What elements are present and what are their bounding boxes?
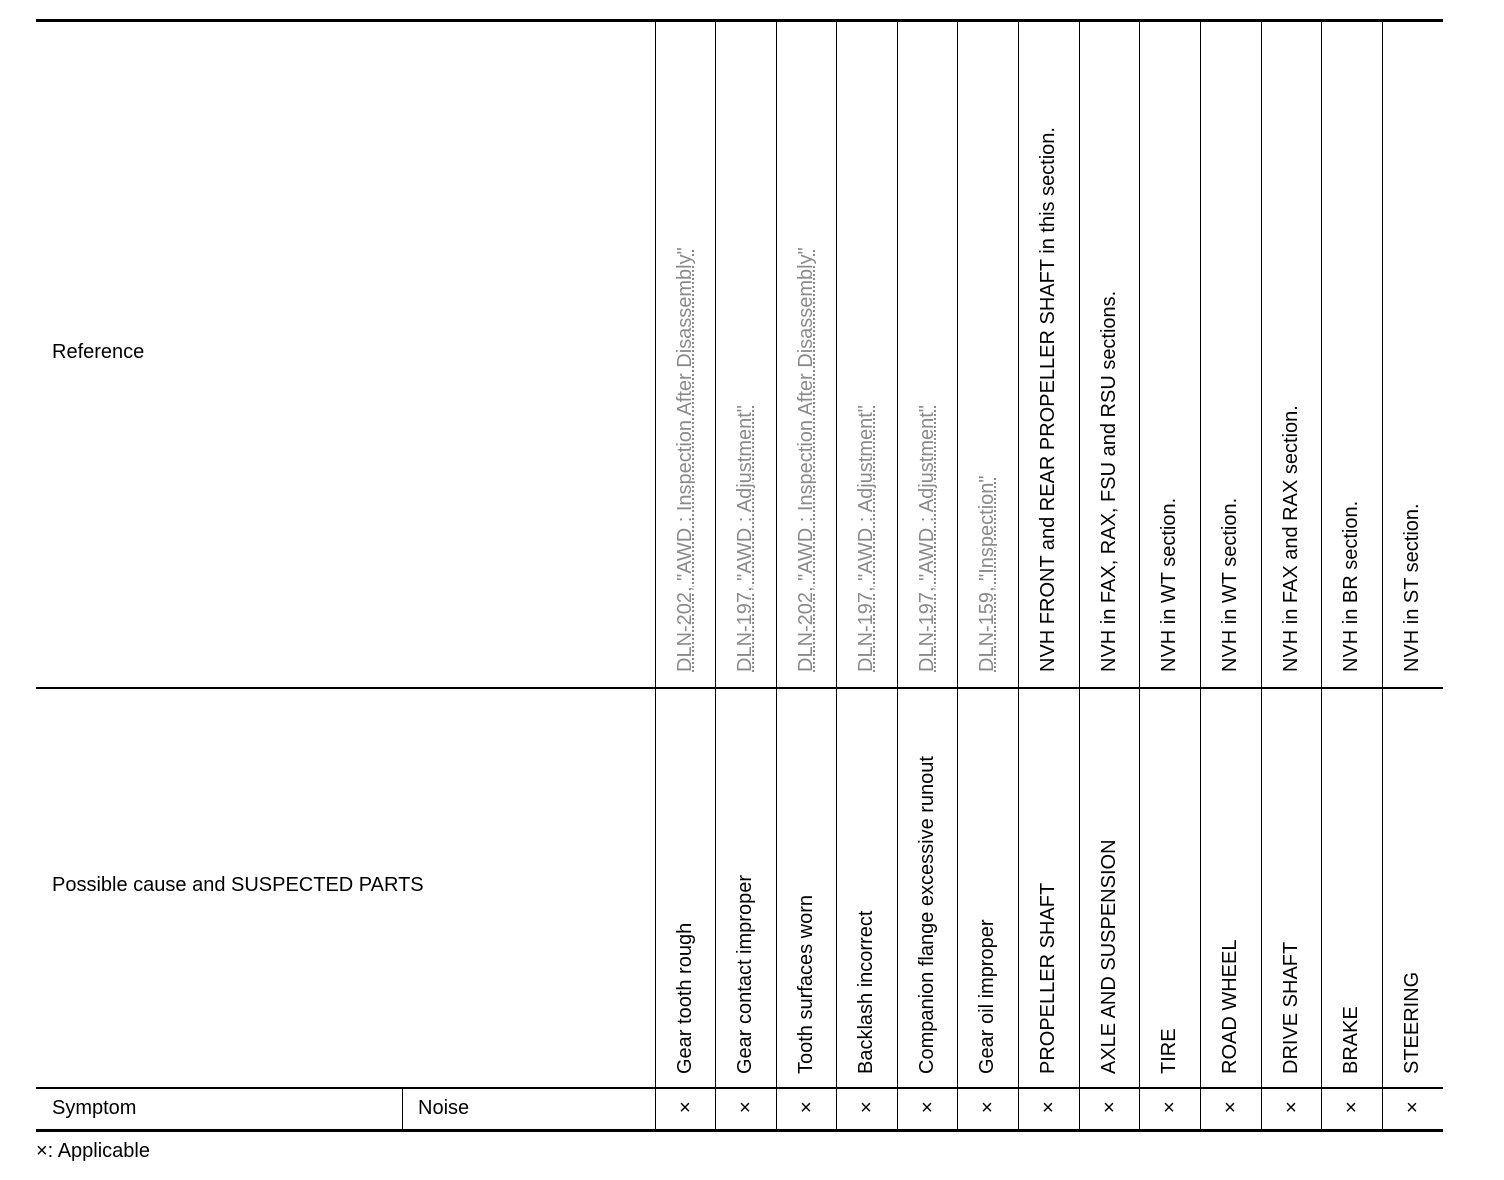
applicable-mark: × <box>739 1097 751 1119</box>
table-bottom-border <box>36 1129 1443 1132</box>
cause-cell: Companion flange excessive runout <box>916 756 938 1074</box>
column-divider <box>715 19 716 1130</box>
applicable-mark: × <box>1224 1097 1236 1119</box>
reference-cell: NVH in BR section. <box>1340 500 1362 672</box>
column-divider <box>402 1087 403 1130</box>
applicable-mark: × <box>679 1097 691 1119</box>
cause-cell: Tooth surfaces worn <box>795 895 817 1074</box>
symptom-value: Noise <box>418 1097 470 1119</box>
applicable-mark: × <box>1345 1097 1357 1119</box>
column-divider <box>1139 19 1140 1130</box>
reference-link[interactable]: DLN-202, "AWD : Inspection After Disassembly" <box>795 247 817 672</box>
applicable-mark: × <box>800 1097 812 1119</box>
column-divider <box>1382 19 1383 1130</box>
cause-cell: Gear oil improper <box>976 919 998 1074</box>
reference-link[interactable]: DLN-197, "AWD : Adjustment" <box>734 405 756 672</box>
reference-cell: NVH in WT section. <box>1219 497 1241 672</box>
cause-cell: BRAKE <box>1340 1006 1362 1074</box>
reference-cell: NVH in FAX and RAX section. <box>1280 405 1302 672</box>
cause-cell: Gear contact improper <box>734 875 756 1074</box>
cause-header: Possible cause and SUSPECTED PARTS <box>52 874 424 896</box>
cause-cell: AXLE AND SUSPENSION <box>1098 839 1120 1074</box>
applicable-mark: × <box>981 1097 993 1119</box>
row-divider <box>36 1087 1443 1089</box>
applicable-mark: × <box>1163 1097 1175 1119</box>
column-divider <box>1079 19 1080 1130</box>
reference-cell: NVH FRONT and REAR PROPELLER SHAFT in this section. <box>1037 127 1059 672</box>
column-divider <box>1321 19 1322 1130</box>
column-divider <box>1200 19 1201 1130</box>
cause-cell: Gear tooth rough <box>674 922 696 1074</box>
column-divider <box>655 19 656 1130</box>
cause-cell: DRIVE SHAFT <box>1280 941 1302 1074</box>
reference-link[interactable]: DLN-197, "AWD : Adjustment" <box>916 405 938 672</box>
cause-cell: Backlash incorrect <box>855 910 877 1074</box>
column-divider <box>1018 19 1019 1130</box>
applicable-mark: × <box>1406 1097 1418 1119</box>
applicable-mark: × <box>1042 1097 1054 1119</box>
legend: ×: Applicable <box>36 1140 150 1162</box>
reference-link[interactable]: DLN-202, "AWD : Inspection After Disassembly" <box>674 247 696 672</box>
column-divider <box>776 19 777 1130</box>
cause-cell: PROPELLER SHAFT <box>1037 882 1059 1074</box>
column-divider <box>1261 19 1262 1130</box>
applicable-mark: × <box>921 1097 933 1119</box>
cause-cell: STEERING <box>1401 971 1423 1074</box>
applicable-mark: × <box>1285 1097 1297 1119</box>
column-divider <box>836 19 837 1130</box>
applicable-mark: × <box>860 1097 872 1119</box>
symptom-label: Symptom <box>52 1097 137 1119</box>
column-divider <box>897 19 898 1130</box>
row-divider <box>36 687 1443 689</box>
column-divider <box>957 19 958 1130</box>
reference-link[interactable]: DLN-159, "Inspection" <box>976 475 998 672</box>
reference-cell: NVH in ST section. <box>1401 503 1423 672</box>
reference-cell: NVH in WT section. <box>1158 497 1180 672</box>
reference-header: Reference <box>52 341 145 363</box>
reference-link[interactable]: DLN-197, "AWD : Adjustment" <box>855 405 877 672</box>
table-top-border <box>36 19 1443 22</box>
cause-cell: ROAD WHEEL <box>1219 939 1241 1074</box>
cause-cell: TIRE <box>1158 1028 1180 1074</box>
applicable-mark: × <box>1103 1097 1115 1119</box>
reference-cell: NVH in FAX, RAX, FSU and RSU sections. <box>1098 290 1120 672</box>
